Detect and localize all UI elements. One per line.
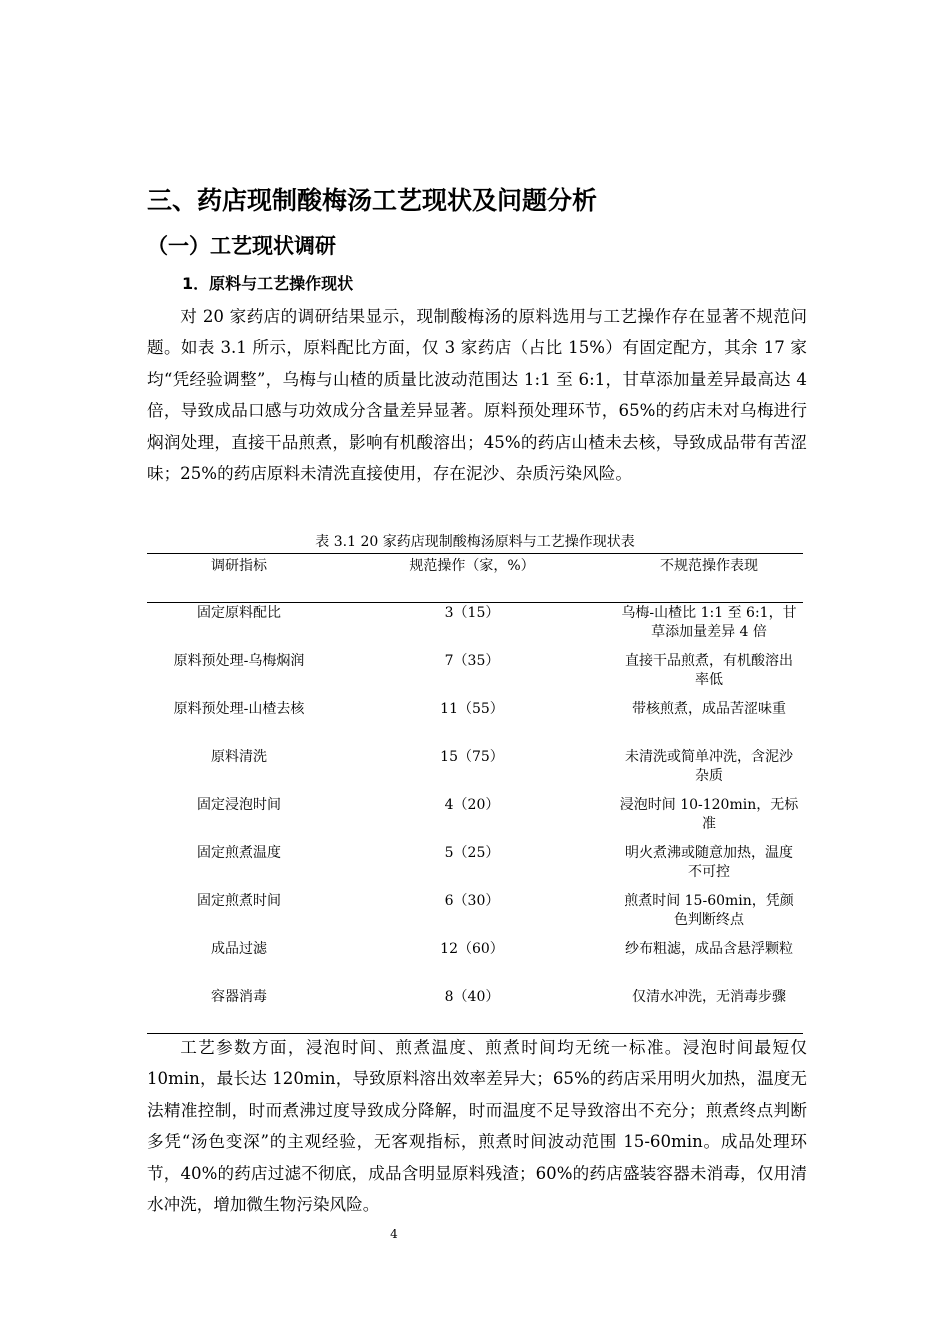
table-cell-noncompliant: 未清洗或简单冲洗，含泥沙杂质: [625, 749, 793, 784]
table-cell-noncompliant: 乌梅-山楂比 1:1 至 6:1，甘草添加量差异 4 倍: [621, 605, 797, 640]
table-header-cell: 规范操作（家，%）: [409, 558, 535, 574]
table-cell-indicator: 原料预处理-山楂去核: [173, 701, 305, 717]
table-cell-noncompliant: 带核煎煮，成品苦涩味重: [632, 701, 786, 717]
table-cell-indicator: 固定原料配比: [197, 605, 281, 621]
table-row: [147, 940, 803, 988]
table-row: [147, 748, 803, 796]
table-cell-indicator: 成品过滤: [211, 941, 267, 957]
table-header-rule: [147, 602, 803, 603]
intro-paragraph: 对 20 家药店的调研结果显示，现制酸梅汤的原料选用与工艺操作存在显著不规范问题。如表 3.1 所示，原料配比方面，仅 3 家药店（占比 15%）有固定配方，其余 17 家均“凭经验调整”，乌梅与山楂的质量比波动范围达 1:1 至 6:1，甘草添加量差异最高达 4 倍，导致成品口感与功效成分含量差异显著。原料预处理环节，65%的药店未对乌梅进行焖润处理，直接干品煎煮，影响有机酸溶出；45%的药店山楂未去核，导致成品带有苦涩味；25%的药店原料未清洗直接使用，存在泥沙、杂质污染风险。: [147, 307, 807, 484]
table-cell-compliant: 11（55）: [440, 701, 504, 717]
table-cell-indicator: 原料清洗: [211, 749, 267, 765]
table-cell-indicator: 原料预处理-乌梅焖润: [173, 653, 305, 669]
table-cell-compliant: 7（35）: [444, 653, 500, 669]
table-cell-noncompliant: 浸泡时间 10-120min，无标准: [619, 797, 799, 832]
sub-subsection-heading: 1．原料与工艺操作现状: [182, 274, 354, 293]
table-row: [147, 700, 803, 748]
table-row: [147, 604, 803, 652]
table-cell-compliant: 4（20）: [444, 797, 500, 813]
table-cell-compliant: 6（30）: [444, 893, 500, 909]
table-cell-noncompliant: 仅清水冲洗，无消毒步骤: [632, 989, 786, 1005]
table-cell-indicator: 固定煎煮时间: [197, 893, 281, 909]
table-row: [147, 892, 803, 940]
process-paragraph: 工艺参数方面，浸泡时间、煎煮温度、煎煮时间均无统一标准。浸泡时间最短仅 10min，最长达 120min，导致原料溶出效率差异大；65%的药店采用明火加热，温度无法精准控制，时而煮沸过度导致成分降解，时而温度不足导致溶出不充分；煎煮终点判断多凭“汤色变深”的主观经验，无客观指标，煎煮时间波动范围 15-60min。成品处理环节，40%的药店过滤不彻底，成品含明显原料残渣；60%的药店盛装容器未消毒，仅用清水冲洗，增加微生物污染风险。: [147, 1038, 807, 1215]
table-cell-compliant: 3（15）: [444, 605, 500, 621]
table-cell-noncompliant: 煎煮时间 15-60min，凭颜色判断终点: [624, 893, 794, 928]
table-header: [147, 556, 803, 576]
subsection-heading: （一）工艺现状调研: [147, 234, 336, 258]
table-cell-indicator: 固定浸泡时间: [197, 797, 281, 813]
table-cell-noncompliant: 明火煮沸或随意加热，温度不可控: [625, 845, 793, 880]
section-heading: 三、药店现制酸梅汤工艺现状及问题分析: [147, 186, 598, 215]
page-number: 4: [390, 1227, 398, 1241]
table-cell-compliant: 5（25）: [444, 845, 500, 861]
table-cell-indicator: 固定煎煮温度: [197, 845, 281, 861]
table-row: [147, 796, 803, 844]
table-cell-noncompliant: 纱布粗滤，成品含悬浮颗粒: [625, 941, 793, 957]
table-top-rule: [147, 553, 803, 554]
table-header-cell: 不规范操作表现: [660, 558, 758, 574]
table-caption: 表 3.1 20 家药店现制酸梅汤原料与工艺操作现状表: [315, 534, 635, 550]
table-body: [147, 604, 803, 1036]
table-row: [147, 844, 803, 892]
table-cell-indicator: 容器消毒: [211, 989, 267, 1005]
table-row: [147, 652, 803, 700]
table-cell-noncompliant: 直接干品煎煮，有机酸溶出率低: [625, 653, 793, 688]
table-row: [147, 988, 803, 1036]
table-cell-compliant: 12（60）: [440, 941, 504, 957]
table-header-cell: 调研指标: [211, 558, 267, 574]
table-cell-compliant: 15（75）: [440, 749, 504, 765]
table-cell-compliant: 8（40）: [444, 989, 500, 1005]
